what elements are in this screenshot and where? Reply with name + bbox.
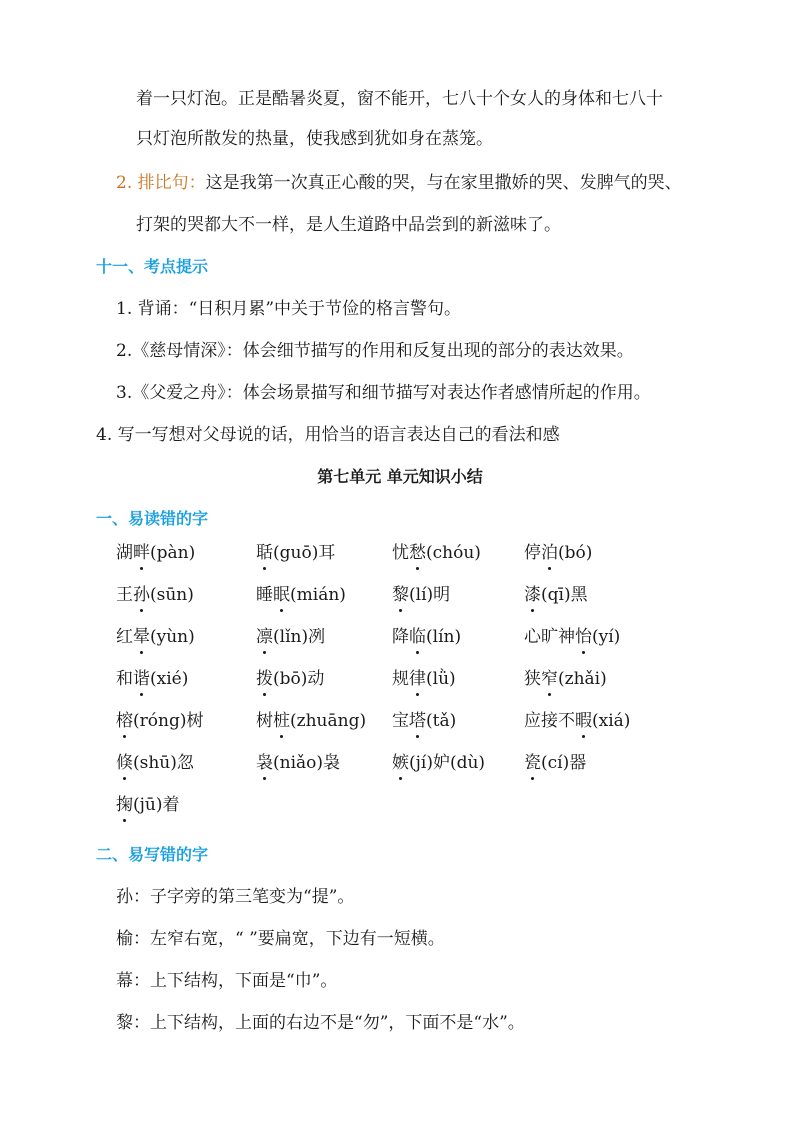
character-entry — [392, 752, 485, 774]
emphasized-character: 漆 — [524, 585, 541, 605]
entry-pinyin: (bō)动 — [273, 669, 325, 689]
character-entry — [392, 626, 461, 648]
entry-prefix: 王 — [116, 585, 133, 605]
entry-prefix: 树 — [256, 711, 273, 731]
entry-prefix: 宝 — [392, 711, 409, 731]
emphasized-character: 临 — [409, 627, 426, 647]
emphasized-character: 黎 — [392, 585, 409, 605]
parallelism-item — [116, 172, 682, 194]
emphasized-character: 掬 — [116, 795, 133, 815]
entry-prefix: 湖 — [116, 543, 133, 563]
emphasized-character: 拨 — [256, 669, 273, 689]
character-entry — [392, 584, 450, 606]
emphasized-character: 泊 — [541, 543, 558, 563]
emphasized-character: 晕 — [133, 627, 150, 647]
emphasized-character: 袅 — [256, 753, 273, 773]
emphasized-character: 暇 — [575, 711, 592, 731]
character-entry — [392, 710, 456, 732]
emphasized-character: 嫉 — [392, 753, 409, 773]
entry-pinyin: (sūn) — [150, 585, 194, 605]
entry-prefix: 红 — [116, 627, 133, 647]
list-item: 幕：上下结构，下面是“巾”。 — [116, 971, 338, 991]
entry-pinyin: (lǜ) — [426, 669, 456, 689]
list-item: 3.《父爱之舟》：体会场景描写和细节描写对表达作者感情所起的作用。 — [116, 383, 651, 403]
entry-prefix: 睡 — [256, 585, 273, 605]
character-entry — [524, 584, 588, 606]
entry-pinyin: (qī)黑 — [541, 585, 588, 605]
entry-pinyin: (jí)妒(dù) — [409, 753, 486, 773]
emphasized-character: 畔 — [133, 543, 150, 563]
character-entry — [256, 710, 366, 732]
emphasized-character: 凛 — [256, 627, 273, 647]
character-entry — [256, 584, 346, 606]
list-item: 2.《慈母情深》：体会细节描写的作用和反复出现的部分的表达效果。 — [116, 341, 634, 361]
unit-title: 第七单元 单元知识小结 — [317, 467, 483, 486]
emphasized-character: 谐 — [133, 669, 150, 689]
entry-pinyin: (lín) — [426, 627, 462, 647]
list-item: 榆：左窄右宽，“ ”要扁宽，下边有一短横。 — [116, 929, 445, 949]
character-entry — [116, 710, 203, 732]
emphasized-character: 聒 — [256, 543, 273, 563]
character-entry — [256, 626, 325, 648]
section-heading: 十一、考点提示 — [96, 257, 209, 276]
character-entry — [392, 668, 456, 690]
entry-pinyin: (zhuāng) — [290, 711, 367, 731]
entry-pinyin: (tǎ) — [426, 711, 457, 731]
item-text: 这是我第一次真正心酸的哭，与在家里撒娇的哭、发脾气的哭、 — [205, 173, 682, 193]
entry-prefix: 应接不 — [524, 711, 575, 731]
entry-prefix: 心旷神 — [524, 627, 575, 647]
section-heading: 二、易写错的字 — [96, 845, 209, 864]
emphasized-character: 律 — [409, 669, 426, 689]
emphasized-character: 眠 — [273, 585, 290, 605]
entry-pinyin: (chóu) — [426, 543, 481, 563]
emphasized-character: 怡 — [575, 627, 592, 647]
emphasized-character: 愁 — [409, 543, 426, 563]
emphasized-character: 倏 — [116, 753, 133, 773]
entry-prefix: 狭 — [524, 669, 541, 689]
entry-pinyin: (xié) — [150, 669, 189, 689]
emphasized-character: 瓷 — [524, 753, 541, 773]
character-entry — [116, 542, 195, 564]
paragraph-line: 只灯泡所散发的热量，使我感到犹如身在蒸笼。 — [136, 129, 493, 149]
entry-pinyin: (jū)着 — [133, 795, 180, 815]
paragraph-line: 打架的哭都大不一样，是人生道路中品尝到的新滋味了。 — [136, 215, 561, 235]
character-entry — [524, 668, 607, 690]
entry-prefix: 和 — [116, 669, 133, 689]
character-entry — [116, 794, 179, 816]
list-item: 孙：子字旁的第三笔变为“提”。 — [116, 887, 355, 907]
entry-pinyin: (cí)器 — [541, 753, 587, 773]
entry-pinyin: (xiá) — [592, 711, 631, 731]
entry-prefix: 忧 — [392, 543, 409, 563]
entry-prefix: 停 — [524, 543, 541, 563]
entry-pinyin: (róng)树 — [133, 711, 204, 731]
character-entry — [524, 710, 630, 732]
emphasized-character: 孙 — [133, 585, 150, 605]
entry-pinyin: (lí)明 — [409, 585, 451, 605]
entry-pinyin: (niǎo)袅 — [273, 753, 341, 773]
character-entry — [116, 584, 194, 606]
character-entry — [116, 626, 195, 648]
emphasized-character: 榕 — [116, 711, 133, 731]
entry-pinyin: (shū)忽 — [133, 753, 194, 773]
emphasized-character: 塔 — [409, 711, 426, 731]
entry-pinyin: (bó) — [558, 543, 593, 563]
entry-pinyin: (yí) — [592, 627, 621, 647]
entry-prefix: 降 — [392, 627, 409, 647]
entry-pinyin: (yùn) — [150, 627, 195, 647]
list-item: 黎：上下结构，上面的右边不是“勿”，下面不是“水”。 — [116, 1013, 525, 1033]
character-entry — [116, 668, 188, 690]
character-entry — [116, 752, 194, 774]
character-entry — [256, 752, 340, 774]
entry-prefix: 规 — [392, 669, 409, 689]
entry-pinyin: (lǐn)冽 — [273, 627, 326, 647]
entry-pinyin: (mián) — [290, 585, 346, 605]
character-entry — [524, 752, 586, 774]
entry-pinyin: (pàn) — [150, 543, 196, 563]
character-entry — [524, 626, 620, 648]
character-entry — [524, 542, 592, 564]
item-label: 2. 排比句： — [116, 173, 206, 193]
character-entry — [256, 542, 335, 564]
list-item: 4. 写一写想对父母说的话，用恰当的语言表达自己的看法和感 — [96, 425, 560, 445]
character-entry — [392, 542, 481, 564]
list-item: 1. 背诵：“日积月累”中关于节俭的格言警句。 — [116, 299, 462, 319]
paragraph-line: 着一只灯泡。正是酷暑炎夏，窗不能开，七八十个女人的身体和七八十 — [136, 89, 663, 109]
emphasized-character: 桩 — [273, 711, 290, 731]
character-entry — [256, 668, 324, 690]
emphasized-character: 窄 — [541, 669, 558, 689]
entry-pinyin: (zhǎi) — [558, 669, 607, 689]
section-heading: 一、易读错的字 — [96, 509, 209, 528]
entry-pinyin: (guō)耳 — [273, 543, 336, 563]
